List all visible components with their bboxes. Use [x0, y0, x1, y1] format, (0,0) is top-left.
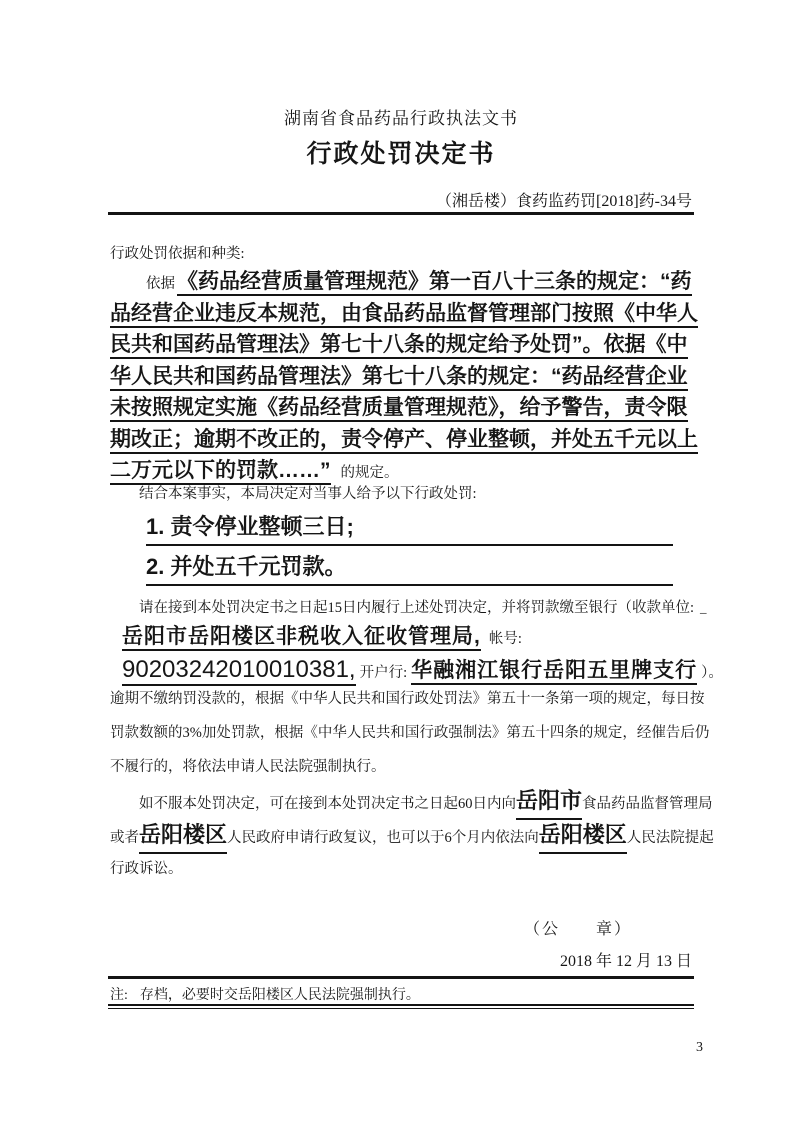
basis-line	[110, 361, 692, 393]
bank-name: 华融湘江银行岳阳五里牌支行	[411, 659, 697, 685]
penalty-item: 2. 并处五千元罚款。	[146, 554, 673, 586]
basis-underline: 期改正；逾期不改正的，责令停产、停业整顿，并处五千元以上	[110, 428, 698, 454]
payment-closing: ）。	[701, 665, 723, 681]
overdue-line: 罚款数额的3%加处罚款，根据《中华人民共和国行政强制法》第五十四条的规定，经催告后仍	[110, 725, 710, 741]
decision-date: 2018 年 12 月 13 日	[559, 953, 692, 970]
header-rule	[108, 212, 694, 215]
account-number: 90203242010010381,	[122, 656, 356, 686]
payee-name: 岳阳市岳阳楼区非税收入征收管理局,	[122, 625, 481, 651]
appeal-paragraph	[110, 784, 714, 886]
doc-number: （湘岳楼）食药监药罚[2018]药-34号	[436, 193, 692, 210]
basis-underline: 民共和国药品管理法》第七十八条的规定给予处罚”。依据《中	[110, 333, 688, 359]
appeal-text: 或者	[110, 830, 139, 846]
basis-line	[110, 298, 698, 330]
appeal-line	[110, 852, 692, 886]
payment-underscore: _	[700, 600, 707, 615]
penalty-list	[110, 514, 692, 594]
appeal-line	[110, 818, 714, 852]
note-text: 存档，必要时交岳阳楼区人民法院强制执行。	[139, 988, 420, 1003]
footer-note	[110, 984, 692, 1004]
basis-line	[110, 424, 698, 456]
basis-underline: 品经营企业违反本规范，由食品药品监督管理部门按照《中华人	[110, 302, 698, 328]
appeal-authority: 岳阳楼区	[139, 818, 227, 854]
decision-intro: 结合本案事实，本局决定对当事人给予以下行政处罚:	[139, 486, 477, 502]
payment-payee-line	[122, 622, 692, 654]
appeal-authority: 岳阳市	[516, 784, 582, 820]
basis-paragraph	[110, 266, 698, 487]
payment-intro-line	[110, 597, 707, 619]
appeal-text: 人民政府申请行政复议，也可以于6个月内依法向	[227, 830, 539, 846]
basis-underline: 二万元以下的罚款……”	[110, 459, 331, 485]
basis-suffix: 的规定。	[340, 465, 399, 481]
payment-intro: 请在接到本处罚决定书之日起15日内履行上述处罚决定，并将罚款缴至银行（收款单位:	[139, 600, 695, 616]
doc-title: 行政处罚决定书	[306, 141, 496, 168]
section-label: 行政处罚依据和种类:	[110, 246, 245, 262]
footer-rule-top	[108, 976, 694, 979]
page-number: 3	[696, 1040, 703, 1055]
appeal-text: 食品药品监督管理局	[582, 796, 713, 812]
overdue-paragraph	[110, 682, 710, 784]
basis-underline: 未按照规定实施《药品经营质量管理规范》，给予警告，责令限	[110, 396, 688, 422]
payment-paragraph	[110, 597, 723, 688]
overdue-line: 逾期不缴纳罚没款的，根据《中华人民共和国行政处罚法》第五十一条第一项的规定，每日按	[110, 691, 705, 707]
appeal-text: 行政诉讼。	[110, 861, 183, 877]
appeal-authority: 岳阳楼区	[539, 818, 627, 854]
appeal-line	[110, 784, 713, 818]
basis-underline: 《药品经营质量管理规范》第一百八十三条的规定：“药	[177, 270, 692, 296]
seal-placeholder: （公 章）	[523, 921, 632, 938]
bank-label: 开户行:	[359, 665, 408, 681]
basis-underline: 华人民共和国药品管理法》第七十八条的规定：“药品经营企业	[110, 365, 688, 391]
account-label: 帐号:	[488, 631, 522, 647]
overdue-line: 不履行的，将依法申请人民法院强制执行。	[110, 759, 386, 775]
basis-line	[110, 266, 692, 298]
appeal-text: 人民法院提起	[626, 830, 714, 846]
basis-line	[110, 329, 692, 361]
appeal-text: 如不服本处罚决定，可在接到本处罚决定书之日起60日内向	[139, 796, 516, 812]
doc-type-heading: 湖南省食品药品行政执法文书	[284, 109, 518, 128]
note-label: 注:	[110, 988, 128, 1003]
footer-rule-bottom	[108, 1004, 694, 1009]
penalty-item: 1. 责令停业整顿三日;	[146, 514, 673, 546]
basis-line	[110, 392, 692, 424]
basis-prefix: 依据	[146, 276, 175, 292]
